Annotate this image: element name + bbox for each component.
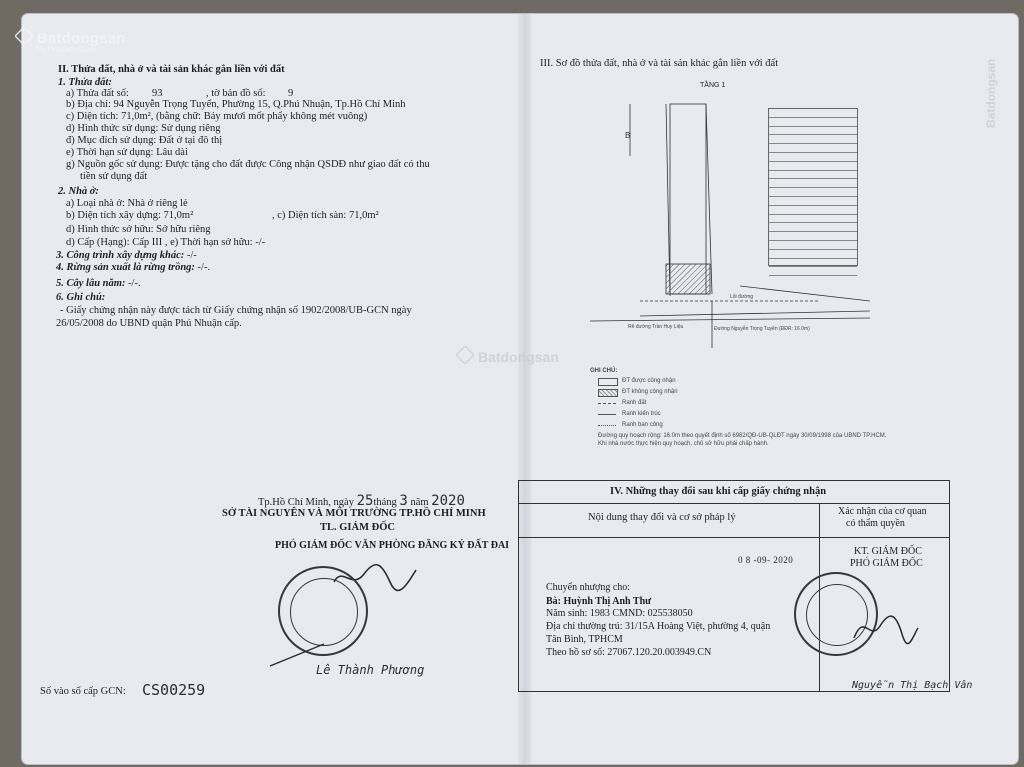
planted-forest: 4. Rừng sản xuất là rừng trồng: -/-.: [56, 262, 211, 273]
change-line-3: Năm sinh: 1983 CMND: 025538050: [546, 608, 693, 619]
land-use-form: d) Hình thức sử dụng: Sử dụng riêng: [66, 123, 221, 134]
land-origin: g) Nguồn gốc sử dụng: Được tặng cho đất được Công nhận QSDĐ như giao đất có thu: [66, 159, 430, 170]
on-behalf-director: TL. GIÁM ĐỐC: [320, 522, 395, 533]
street-label-1: Rẽ đường Trần Huy Liệu: [628, 324, 684, 330]
note-line-2: 26/05/2008 do UBND quận Phú Nhuận cấp.: [56, 318, 242, 329]
land-heading: 1. Thửa đất:: [58, 77, 112, 88]
watermark-sub: By PropertyGuru: [36, 45, 96, 54]
section-4-title: IV. Những thay đổi sau khi cấp giấy chứng nhận: [610, 486, 827, 497]
land-origin-cont: tiền sử dụng đất: [80, 171, 148, 182]
house-type: a) Loại nhà ở: Nhà ở riêng lẻ: [66, 198, 188, 209]
house-grade: d) Cấp (Hạng): Cấp III , e) Thời hạn sở hữu: -/-: [66, 237, 266, 248]
watermark-center: Batdongsan: [455, 345, 559, 365]
land-use-term: e) Thời hạn sử dụng: Lâu dài: [66, 147, 188, 158]
signer-role: PHÓ GIÁM ĐỐC VĂN PHÒNG ĐĂNG KÝ ĐẤT ĐAI: [275, 540, 510, 551]
other-construction: 3. Công trình xây dựng khác: -/-: [56, 250, 197, 261]
street-label-2: Đường Nguyễn Trọng Tuyển (ĐĐR: 16.0m): [714, 326, 810, 332]
perennial-trees: 5. Cây lâu năm: -/-.: [56, 278, 141, 289]
land-address: b) Địa chỉ: 94 Nguyễn Trọng Tuyển, Phường 15, Q.Phú Nhuận, Tp.Hồ Chí Minh: [66, 99, 406, 110]
book-number-label: Số vào sổ cấp GCN:: [40, 686, 126, 697]
note-line-1: - Giấy chứng nhận này được tách từ Giấy chứng nhận số 1902/2008/UB-GCN ngày: [60, 305, 412, 316]
changes-col-authority-2: có thẩm quyền: [846, 518, 905, 529]
change-line-5: Tân Bình, TPHCM: [546, 634, 623, 645]
right-signer-name: Nguyễn Thị Bạch Vân: [852, 680, 973, 691]
issue-date: Tp.Hồ Chí Minh, ngày 25tháng 3 năm 2020: [258, 493, 465, 509]
house-heading: 2. Nhà ở:: [58, 186, 99, 197]
changes-col-authority-1: Xác nhận của cơ quan: [838, 506, 927, 517]
watermark-brand: Batdongsan: [37, 30, 126, 47]
change-date: 0 8 -09- 2020: [738, 555, 794, 565]
lane-label: Lối đường: [730, 294, 754, 300]
authority-pgd: PHÓ GIÁM ĐỐC: [850, 558, 923, 569]
diagram-legend: GHI CHÚ: ĐT được công nhận ĐT không công nhận Ranh đất Ranh kiến trúc Ranh ban công Đường quy hoạch rộng: 16.0m theo quyết định số 6982/QĐ-UB-QLĐT ngày 30/09/1998 của UBND TP.HCM. Khi nhà nước thực hiện quy hoạch, chủ sở hữu phải chấp hành.: [590, 368, 886, 450]
house-ownership: d) Hình thức sở hữu: Sở hữu riêng: [66, 224, 211, 235]
change-line-4: Địa chỉ thường trú: 31/15A Hoàng Việt, phường 4, quận: [546, 621, 771, 632]
house-floor-area: , c) Diện tích sàn: 71,0m²: [272, 210, 379, 221]
coordinate-table: [768, 108, 858, 266]
authority-kt: KT. GIÁM ĐỐC: [854, 546, 922, 557]
house-icon: [14, 26, 34, 46]
map-sheet-number: 9: [288, 88, 294, 99]
watermark-side: Batdongsan: [984, 58, 998, 128]
land-use-purpose: đ) Mục đích sử dụng: Đất ở tại đô thị: [66, 135, 223, 146]
change-line-6: Theo hồ sơ số: 27067.120.20.003949.CN: [546, 647, 712, 658]
map-sheet-label: , tờ bản đồ số:: [206, 88, 266, 99]
north-marker: B: [625, 131, 631, 140]
watermark-logo: [14, 26, 126, 54]
change-line-2: Bà: Huỳnh Thị Anh Thư: [546, 596, 652, 607]
house-icon: [455, 345, 475, 365]
floor-label: TẦNG 1: [700, 82, 726, 89]
house-built-area: b) Diện tích xây dựng: 71,0m²: [66, 210, 194, 221]
planning-note: Đường quy hoạch rộng: 16.0m theo quyết định số 6982/QĐ-UB-QLĐT ngày 30/09/1998 của UBND TP.HCM.: [598, 433, 887, 439]
legend-title: GHI CHÚ:: [590, 368, 618, 374]
issuing-authority: SỞ TÀI NGUYÊN VÀ MÔI TRƯỜNG TP.HỒ CHÍ MINH: [222, 508, 486, 519]
signer-name: Lê Thành Phương: [316, 663, 425, 677]
land-area: c) Diện tích: 71,0m², (bằng chữ: Bảy mươi mốt phẩy không mét vuông): [66, 111, 368, 122]
land-parcel-label: a) Thửa đất số:: [66, 88, 129, 99]
signature-right: [850, 608, 920, 648]
section-3-title: III. Sơ đồ thửa đất, nhà ở và tài sản khác gắn liền với đất: [540, 58, 779, 69]
notes-heading: 6. Ghi chú:: [56, 292, 106, 303]
section-2-title: II. Thửa đất, nhà ở và tài sản khác gắn liền với đất: [58, 64, 285, 75]
changes-col-content: Nội dung thay đổi và cơ sở pháp lý: [588, 512, 736, 523]
land-parcel-number: 93: [152, 88, 163, 99]
change-line-1: Chuyển nhượng cho:: [546, 582, 631, 593]
planning-note-2: Khi nhà nước thực hiện quy hoạch, chủ sở hữu phải chấp hành.: [598, 441, 769, 447]
book-number: CS00259: [142, 681, 206, 699]
